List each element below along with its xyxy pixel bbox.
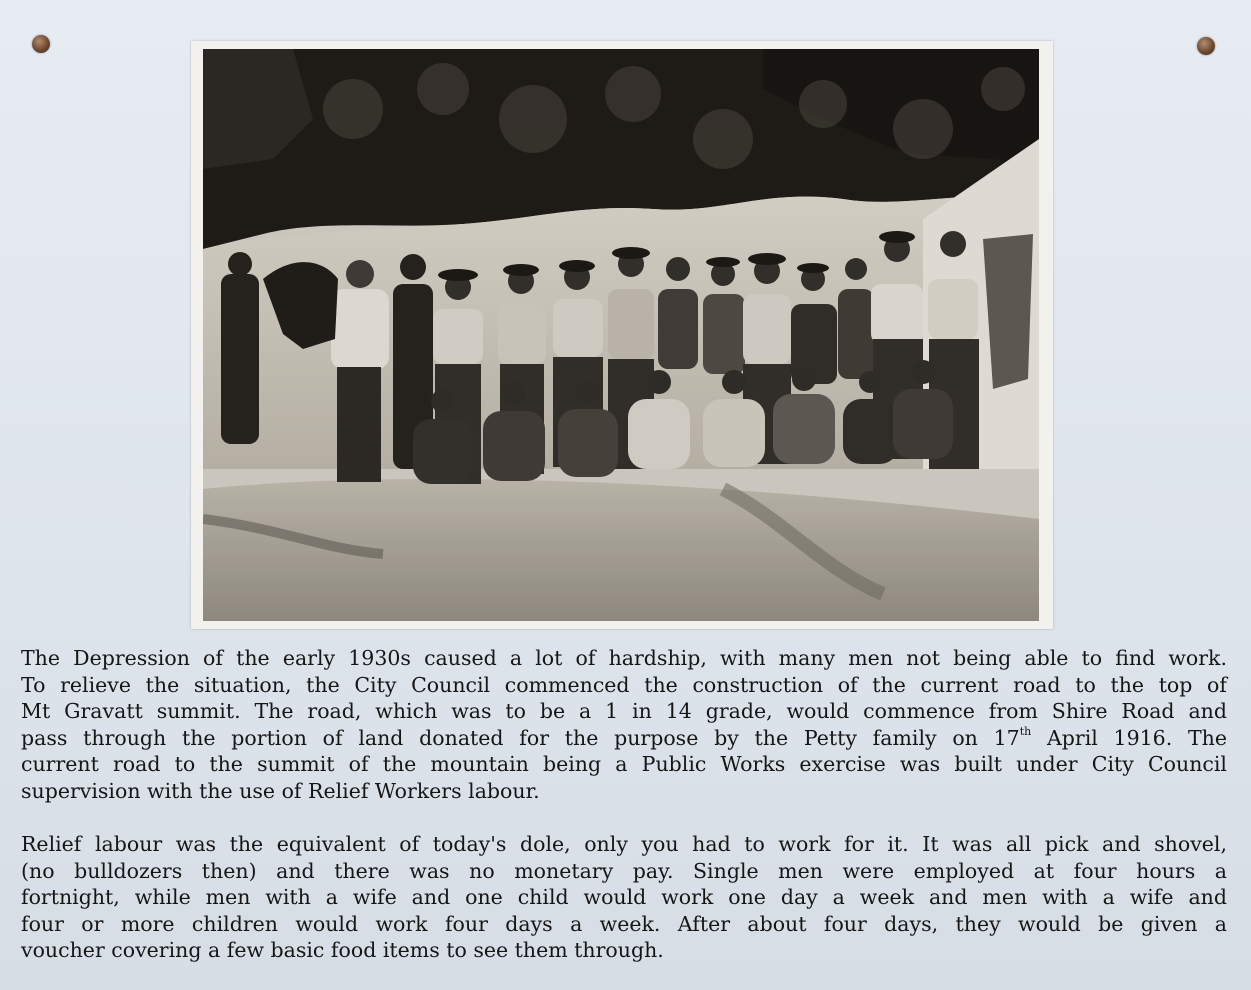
paragraph-relief-labour bbox=[21, 831, 1227, 964]
text-line: Relief labour was the equivalent of today's dole, only you had to work for it. It was all pick and shovel, bbox=[21, 832, 1227, 856]
text-line: four or more children would work four days a week. After about four days, they would be given a bbox=[21, 911, 1227, 936]
paragraph-history bbox=[21, 645, 1227, 804]
text-line: (no bulldozers then) and there was no monetary pay. Single men were employed at four hours a bbox=[21, 858, 1227, 883]
historic-photo-relief-workers bbox=[203, 49, 1039, 621]
text-line: fortnight, while men with a wife and one child would work one day a week and men with a wife and bbox=[21, 885, 1227, 909]
text-line: supervision with the use of Relief Workers labour. bbox=[21, 778, 540, 803]
text-line: voucher covering a few basic food items to see them through. bbox=[21, 938, 664, 962]
text-line-date-end: April 1916. The bbox=[1031, 725, 1227, 750]
historic-photo-frame bbox=[191, 41, 1053, 629]
text-line: Mt Gravatt summit. The road, which was to be a 1 in 14 grade, would commence from Shire Road and bbox=[21, 699, 1227, 723]
text-line: The Depression of the early 1930s caused a lot of hardship, with many men not being able to find work. bbox=[21, 646, 1227, 670]
text-line-date-start: pass through the portion of land donated for the purpose by the Petty family on 17 bbox=[21, 725, 1020, 750]
mounting-screw-right bbox=[1197, 37, 1215, 55]
sign-text bbox=[21, 645, 1227, 964]
date-ordinal-suffix: th bbox=[1019, 724, 1032, 738]
text-line: current road to the summit of the mountain being a Public Works exercise was built under City Council bbox=[21, 752, 1227, 776]
text-line: To relieve the situation, the City Council commenced the construction of the current road to the top of bbox=[21, 672, 1227, 697]
mounting-screw-left bbox=[32, 35, 50, 53]
text-line-date bbox=[21, 725, 1227, 752]
